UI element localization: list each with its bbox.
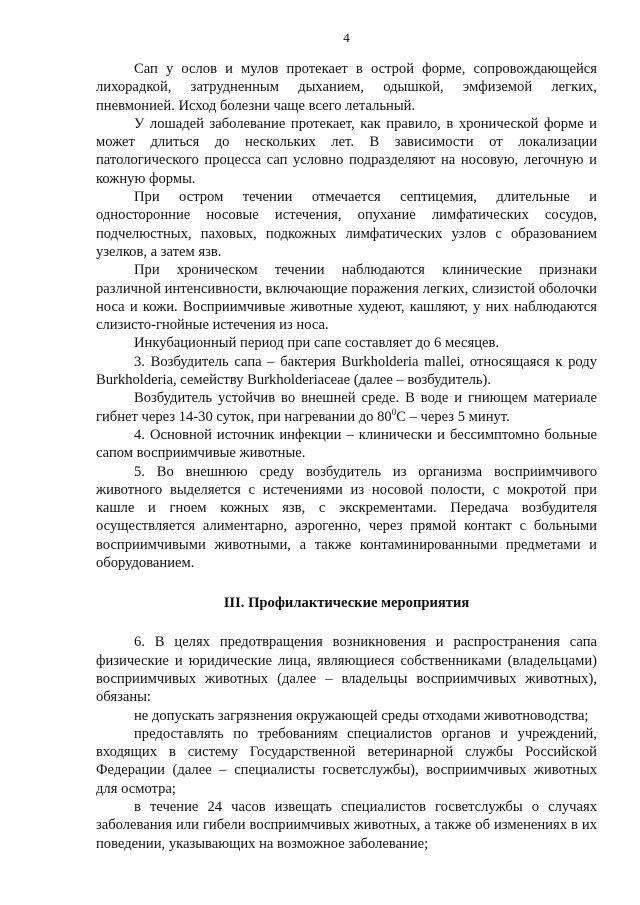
paragraph-pathogen: 3. Возбудитель сапа – бактерия Burkholderia mallei, относящаяся к роду Burkholderia, семейству Burkholderiaceae (далее – возбудитель). [96,353,597,389]
paragraph-provide-animals: предоставлять по требованиям специалистов органов и учреждений, входящих в систему Государственной ветеринарной службы Российской Федерации (далее – специалисты госветслужбы), восприимчивых животных для осмотра; [96,725,597,797]
document-page [96,30,597,853]
paragraph-resistance [96,389,597,426]
resistance-text-before: Возбудитель устойчив во внешней среде. В воде и гниющем материале гибнет через 14-30 суток, при нагревании до 80 [96,390,597,425]
paragraph-chronic-course: При хроническом течении наблюдаются клинические признаки различной интенсивности, включающие поражения легких, слизистой оболочки носа и кожи. Восприимчивые животные худеют, кашляют, у них наблюдаются слизисто-гнойные истечения из носа. [96,262,597,334]
degree-superscript: 0 [391,406,397,417]
paragraph-incubation: Инкубационный период при сапе составляет до 6 месяцев. [134,335,500,352]
paragraph-horses: У лошадей заболевание протекает, как правило, в хронической форме и может длиться до нескольких лет. В зависимости от локализации патологического процесса сап условно подразделяют на носовую, легочную и кожную формы. [96,115,597,187]
paragraph-obligations: 6. В целях предотвращения возникновения и распространения сапа физические и юридические лица, являющиеся собственниками (владельцами) восприимчивых животных (далее – владельцы восприимчивых животных), обязаны: [96,634,597,706]
resistance-text-after: С – через 5 минут. [396,408,510,425]
paragraph-acute-course: При остром течении отмечается септицемия, длительные и односторонние носовые истечения, опухание лимфатических сосудов, подчелюстных, паховых, подкожных лимфатических узлов с образованием узелков, а затем язв. [96,189,597,260]
paragraph-transmission: 5. Во внешнюю среду возбудитель из организма восприимчивого животного выделяется с истечениями из носовой полости, с мокротой при кашле и гноем кожных язв, с экскрементами. Передача возбудителя осуществляется алиментарно, аэрогенно, через прямой контакт с больными восприимчивыми животными, а также контаминированными предметами и оборудованием. [96,463,597,572]
section-title: III. Профилактические мероприятия [223,595,470,612]
paragraph-notify: в течение 24 часов извещать специалистов госветслужбы о случаях заболевания или гибели восприимчивых животных, а также об изменениях в их поведении, указывающих на возможное заболевание; [96,798,597,852]
page-number: 4 [343,30,350,45]
paragraph-source: 4. Основной источник инфекции – клинически и бессимптомно больные сапом восприимчивые животные. [96,426,597,462]
paragraph-donkeys-mules: Сап у ослов и мулов протекает в острой форме, сопровождающейся лихорадкой, затрудненным дыханием, одышкой, эмфиземой легких, пневмонией. Исход болезни чаще всего летальный. [96,61,597,114]
paragraph-no-pollution: не допускать загрязнения окружающей среды отходами животноводства; [134,707,589,724]
